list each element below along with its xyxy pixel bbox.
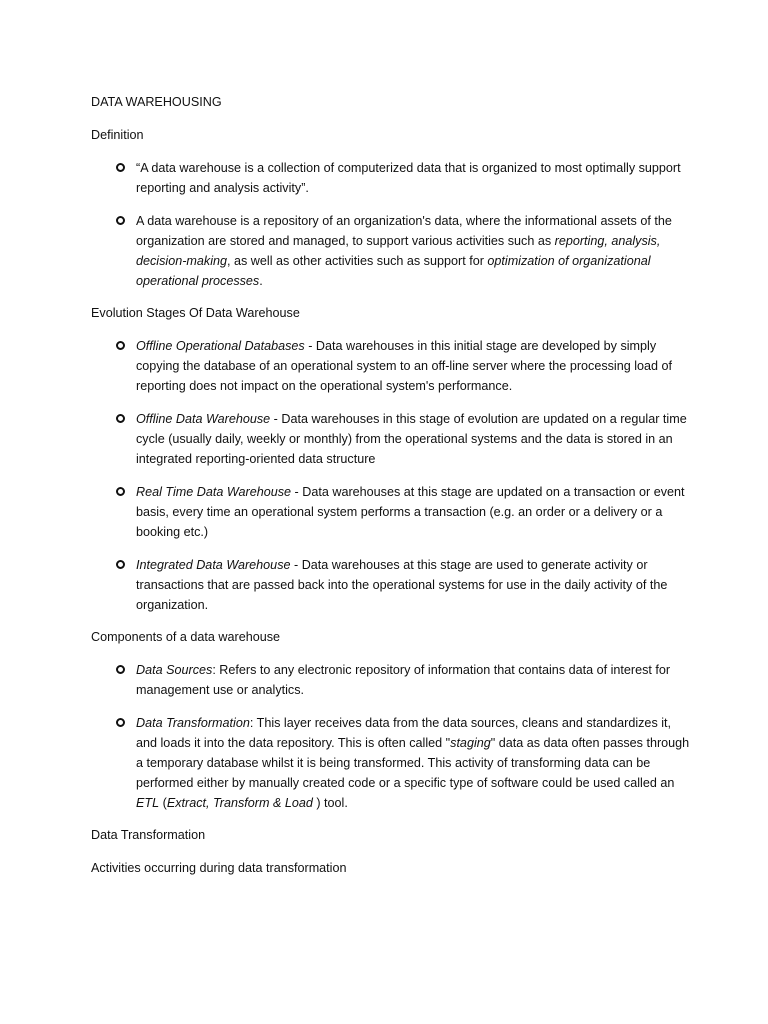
stage-description: - Data warehouses in this stage of evolution are updated on a regular time cycle (usually daily, weekly or monthly) from the operational systems and the data is stored in an integrated reporting-oriented data structure	[136, 412, 687, 466]
stage-description: - Data warehouses in this initial stage are developed by simply copying the database of an operational system to an off-line server where the processing load of reporting does not impact on the operational system's performance.	[136, 339, 673, 393]
stage-term: Offline Data Warehouse	[136, 412, 271, 426]
document-body	[91, 92, 691, 878]
component-emphasis: ETL	[136, 796, 160, 810]
list-item-text: , as well as other activities such as support for	[227, 254, 488, 268]
stage-term: Real Time Data Warehouse	[136, 485, 292, 499]
component-description: " data as data often passes through a temporary database whilst it is being transformed. This activity of transforming data can be performed either by manually created code or a specific type of software could be used called an	[136, 736, 690, 790]
evolution-heading: Evolution Stages Of Data Warehouse	[91, 306, 300, 320]
component-description: : This layer receives data from the data sources, cleans and standardizes it, and loads it into the data repository. This is often called "	[136, 716, 672, 750]
component-description: : Refers to any electronic repository of information that contains data of interest for management use or analytics.	[136, 663, 671, 697]
list-item-text: .	[259, 274, 263, 288]
list-item	[91, 409, 691, 469]
component-term: Data Sources	[136, 663, 213, 677]
list-item	[91, 482, 691, 542]
components-list	[91, 660, 691, 813]
stage-description: - Data warehouses at this stage are used to generate activity or transactions that are passed back into the operational systems for use in the daily activity of the organization.	[136, 558, 668, 612]
transformation-heading: Data Transformation	[91, 828, 206, 842]
evolution-list	[91, 336, 691, 615]
stage-term: Integrated Data Warehouse	[136, 558, 291, 572]
components-heading: Components of a data warehouse	[91, 630, 281, 644]
circle-bullet-icon	[116, 414, 125, 423]
circle-bullet-icon	[116, 487, 125, 496]
document-title: DATA WAREHOUSING	[91, 95, 222, 109]
circle-bullet-icon	[116, 341, 125, 350]
component-description: (	[159, 796, 167, 810]
circle-bullet-icon	[116, 216, 125, 225]
list-item-emphasis: reporting, analysis, decision-making	[136, 234, 661, 268]
list-item	[91, 336, 691, 396]
component-description: ) tool.	[312, 796, 348, 810]
list-item	[91, 211, 691, 291]
definition-list	[91, 158, 691, 291]
transformation-subheading: Activities occurring during data transformation	[91, 861, 347, 875]
list-item	[91, 158, 691, 198]
circle-bullet-icon	[116, 560, 125, 569]
stage-description: - Data warehouses at this stage are updated on a transaction or event basis, every time an operational system performs a transaction (e.g. an order or a delivery or a booking etc.)	[136, 485, 685, 539]
stage-term: Offline Operational Databases	[136, 339, 305, 353]
component-emphasis: staging	[450, 736, 491, 750]
list-item-text: “A data warehouse is a collection of computerized data that is organized to most optimally support reporting and analysis activity”.	[136, 161, 681, 195]
circle-bullet-icon	[116, 163, 125, 172]
circle-bullet-icon	[116, 718, 125, 727]
component-emphasis: Extract, Transform & Load	[166, 796, 313, 810]
list-item	[91, 660, 691, 700]
list-item	[91, 555, 691, 615]
list-item-text: A data warehouse is a repository of an organization's data, where the informational assets of the organization are stored and managed, to support various activities such as	[136, 214, 672, 248]
definition-heading: Definition	[91, 128, 144, 142]
circle-bullet-icon	[116, 665, 125, 674]
list-item	[91, 713, 691, 813]
list-item-emphasis: optimization of organizational operational processes	[136, 254, 651, 288]
component-term: Data Transformation	[136, 716, 250, 730]
